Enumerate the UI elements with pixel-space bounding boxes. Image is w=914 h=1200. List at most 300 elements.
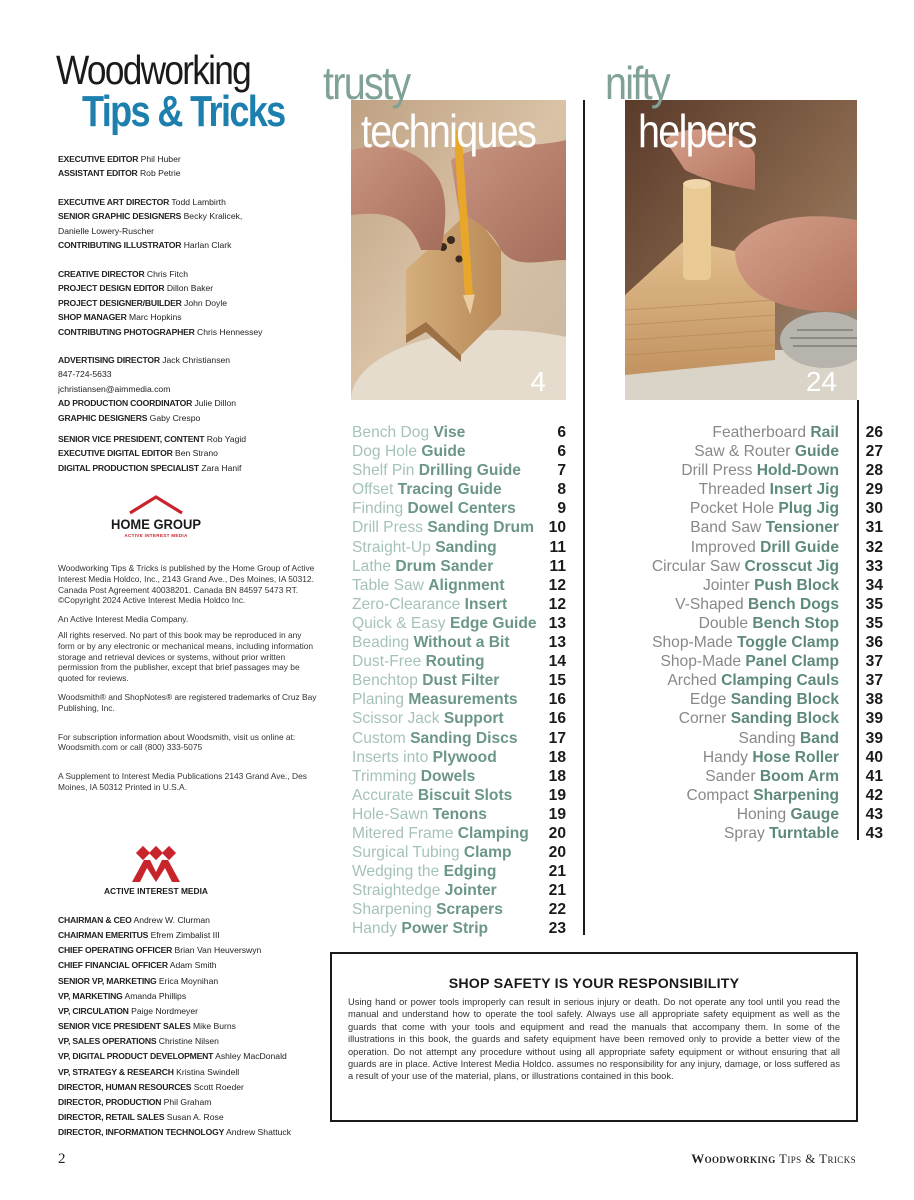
toc-entry-page: 40 bbox=[865, 748, 883, 766]
toc-entry[interactable] bbox=[352, 671, 566, 690]
staff-role: SENIOR VICE PRESIDENT SALES bbox=[58, 1021, 191, 1032]
toc-entry-page: 19 bbox=[548, 805, 566, 823]
toc-entry-prefix: Finding bbox=[352, 500, 408, 518]
toc-entry-page: 16 bbox=[548, 710, 566, 728]
staff-name: Julie Dillon bbox=[194, 398, 237, 409]
toc-entry-page: 20 bbox=[548, 824, 566, 842]
staff-group-advertising bbox=[58, 353, 328, 425]
toc-entry[interactable] bbox=[352, 805, 566, 824]
toc-entry-title: Gauge bbox=[790, 805, 839, 823]
toc-entry-prefix: Circular Saw bbox=[651, 557, 745, 575]
toc-entry-page: 7 bbox=[557, 462, 566, 480]
home-group-logo-subtext: ACTIVE INTEREST MEDIA bbox=[124, 533, 188, 538]
staff-role: VP, CIRCULATION bbox=[58, 1005, 129, 1016]
staff-row bbox=[58, 209, 328, 223]
toc-entry-page: 9 bbox=[557, 500, 566, 518]
staff-group-project bbox=[58, 267, 328, 339]
toc-entry[interactable] bbox=[625, 709, 883, 728]
toc-entry-page: 38 bbox=[865, 691, 883, 709]
staff-role: SENIOR VICE PRESIDENT, CONTENT bbox=[58, 434, 205, 444]
toc-entry-page: 13 bbox=[548, 634, 566, 652]
staff-row bbox=[58, 1080, 328, 1095]
toc-entry[interactable] bbox=[352, 862, 566, 881]
staff-name: Phil Graham bbox=[163, 1096, 212, 1107]
toc-entry-page: 33 bbox=[865, 557, 883, 575]
toc-entry-page: 34 bbox=[865, 576, 883, 594]
toc-entry-prefix: Inserts into bbox=[352, 748, 433, 766]
publication-paragraph: All rights reserved. No part of this book may be reproduced in any form or by any electronic or mechanical means, including information storage and retrieval devices or systems, without prior written permission from the publisher, except that brief passages may be quoted for reviews. bbox=[58, 629, 314, 684]
toc-entry-title: Alignment bbox=[428, 576, 505, 594]
staff-name: Rob Yagid bbox=[206, 434, 247, 444]
toc-entry-prefix: Sander bbox=[705, 767, 760, 785]
staff-row bbox=[58, 325, 328, 339]
toc-entry[interactable] bbox=[625, 633, 883, 652]
toc-entry[interactable] bbox=[352, 709, 566, 728]
toc-entry[interactable] bbox=[352, 595, 566, 614]
toc-entry[interactable] bbox=[625, 729, 883, 748]
toc-entry-prefix: Sharpening bbox=[352, 901, 437, 919]
toc-entry-title: Drum Sander bbox=[395, 557, 494, 575]
toc-entry[interactable] bbox=[352, 633, 566, 652]
techniques-page-number: 4 bbox=[530, 366, 546, 397]
toc-entry-prefix: Mitered Frame bbox=[352, 824, 458, 842]
toc-entry-prefix: Improved bbox=[690, 538, 761, 556]
staff-role: SENIOR VP, MARKETING bbox=[58, 975, 157, 986]
staff-name: Erica Moynihan bbox=[158, 975, 219, 986]
toc-entry-title: Hold-Down bbox=[756, 462, 839, 480]
toc-entry-prefix: Accurate bbox=[352, 786, 418, 804]
staff-row bbox=[58, 913, 328, 928]
staff-role: DIGITAL PRODUCTION SPECIALIST bbox=[58, 462, 199, 473]
toc-entry[interactable] bbox=[352, 518, 566, 537]
toc-entry-page: 17 bbox=[548, 729, 566, 747]
staff-row bbox=[58, 353, 328, 367]
toc-entry-title: Sanding bbox=[435, 538, 497, 556]
toc-entry-prefix: Scissor Jack bbox=[352, 710, 444, 728]
toc-entry[interactable] bbox=[625, 748, 883, 767]
staff-row bbox=[58, 974, 328, 989]
staff-row bbox=[58, 238, 328, 252]
toc-entry-page: 12 bbox=[548, 595, 566, 613]
toc-entry-title: Clamp bbox=[463, 844, 512, 862]
toc-entry[interactable] bbox=[625, 499, 883, 518]
toc-entry-prefix: Honing bbox=[736, 805, 791, 823]
toc-entry-title: Clamping bbox=[457, 824, 529, 842]
toc-entry-prefix: V-Shaped bbox=[675, 595, 749, 613]
toc-entry-title: Edging bbox=[443, 863, 497, 881]
toc-entry-page: 18 bbox=[548, 748, 566, 766]
toc-entry-prefix: Beading bbox=[352, 634, 414, 652]
toc-entry-page: 35 bbox=[865, 614, 883, 632]
staff-role: DIRECTOR, HUMAN RESOURCES bbox=[58, 1081, 192, 1092]
toc-entry-page: 32 bbox=[865, 538, 883, 556]
toc-entry-page: 11 bbox=[549, 538, 566, 556]
toc-entry-prefix: Custom bbox=[352, 729, 411, 747]
toc-entry-page: 13 bbox=[548, 614, 566, 632]
staff-row bbox=[58, 461, 328, 475]
toc-entry-page: 21 bbox=[548, 882, 566, 900]
publication-paragraph: An Active Interest Media Company. bbox=[58, 614, 189, 625]
toc-entry-prefix: Band Saw bbox=[690, 519, 766, 537]
toc-entry-prefix: Shop-Made bbox=[660, 653, 746, 671]
toc-entry[interactable] bbox=[352, 480, 566, 499]
toc-entry-title: Measurements bbox=[408, 691, 518, 709]
toc-entry-prefix: Dog Hole bbox=[352, 443, 422, 461]
toc-entry[interactable] bbox=[352, 538, 566, 557]
toc-entry-page: 27 bbox=[865, 443, 883, 461]
toc-entry[interactable] bbox=[625, 423, 883, 442]
staff-name: Jack Christiansen bbox=[162, 355, 231, 365]
toc-entry[interactable] bbox=[625, 652, 883, 671]
toc-entry-page: 19 bbox=[548, 786, 566, 804]
staff-name: Danielle Lowery-Ruscher bbox=[58, 225, 155, 236]
staff-name: 847-724-5633 bbox=[58, 369, 112, 380]
staff-role: VP, STRATEGY & RESEARCH bbox=[58, 1066, 174, 1077]
staff-role: CHIEF OPERATING OFFICER bbox=[58, 945, 173, 956]
toc-entry-page: 26 bbox=[865, 424, 883, 441]
toc-entry-prefix: Trimming bbox=[352, 767, 421, 785]
toc-entry-page: 30 bbox=[865, 500, 883, 518]
toc-entry-prefix: Handy bbox=[352, 920, 402, 938]
toc-entry-page: 20 bbox=[548, 844, 566, 862]
staff-row bbox=[58, 928, 328, 943]
toc-entry-prefix: Straightedge bbox=[352, 882, 445, 900]
toc-entry[interactable] bbox=[352, 748, 566, 767]
toc-entry-title: Power Strip bbox=[401, 920, 489, 938]
toc-entry-title: Insert bbox=[464, 595, 508, 613]
toc-entry[interactable] bbox=[625, 538, 883, 557]
toc-entry[interactable] bbox=[625, 595, 883, 614]
toc-entry-title: Bench Dogs bbox=[748, 595, 839, 613]
safety-body: Using hand or power tools improperly can result in serious injury or death. Do not operate any tool until you read the manual and understand how to operate the tool safely. Always use all appropriate safety equipment as well as the guards that come with your tools and equipment and read the manuals that accompany them. In some of the illustrations in this book, the guards and safety equipment have been removed only to provide a better view of the operation. Do not attempt any procedure without using all appropriate safety equipment or without ensuring that all guards are in place. Active Interest Media Holdco. assumes no responsibility for any injury, damage, or loss suffered as a result of your use of the material, plans, or illustrations contained in this book. bbox=[348, 997, 840, 1082]
corporate-officers bbox=[58, 913, 328, 1140]
staff-role: GRAPHIC DESIGNERS bbox=[58, 412, 148, 423]
publication-paragraph: Woodworking Tips & Tricks is published by the Home Group of Active Interest Media Holdco, Inc., 2143 Grand Ave., Des Moines, IA 50312. Canada Post Agreement 40038201. Canada BN 84597 5473 RT. ©Copyright 2024 Active Interest Media Holdco Inc. bbox=[58, 563, 315, 606]
toc-entry-prefix: Double bbox=[698, 614, 753, 632]
staff-name: Ashley MacDonald bbox=[215, 1051, 287, 1062]
toc-entry-page: 12 bbox=[548, 576, 566, 594]
toc-entry-page: 23 bbox=[548, 920, 566, 938]
toc-entry[interactable] bbox=[625, 480, 883, 499]
toc-entry[interactable] bbox=[625, 671, 883, 690]
toc-entry-prefix: Drill Press bbox=[352, 519, 428, 537]
toc-entry[interactable] bbox=[625, 557, 883, 576]
toc-entry-title: Band bbox=[800, 729, 839, 747]
toc-entry-title: Vise bbox=[433, 424, 466, 441]
toc-entry-title: Without a Bit bbox=[413, 634, 510, 652]
staff-row bbox=[58, 195, 328, 209]
staff-row bbox=[58, 446, 328, 460]
toc-entry[interactable] bbox=[625, 461, 883, 480]
staff-name: Chris Fitch bbox=[146, 269, 188, 279]
toc-entry[interactable] bbox=[352, 767, 566, 786]
staff-row bbox=[58, 1065, 328, 1080]
toc-entry-page: 31 bbox=[865, 519, 883, 537]
toc-entry-page: 11 bbox=[549, 557, 566, 575]
toc-entry[interactable] bbox=[352, 919, 566, 938]
toc-entry[interactable] bbox=[352, 881, 566, 900]
toc-entry-page: 6 bbox=[557, 424, 566, 441]
toc-entry-prefix: Hole-Sawn bbox=[352, 805, 433, 823]
toc-entry[interactable] bbox=[625, 442, 883, 461]
staff-row bbox=[58, 1110, 328, 1125]
toc-entry[interactable] bbox=[625, 786, 883, 805]
brand-line-1: Woodworking bbox=[56, 47, 251, 93]
toc-entry[interactable] bbox=[352, 690, 566, 709]
toc-entry[interactable] bbox=[352, 652, 566, 671]
staff-role: VP, SALES OPERATIONS bbox=[58, 1036, 157, 1047]
staff-name: Dillon Baker bbox=[166, 283, 214, 294]
staff-name: Mike Burns bbox=[193, 1021, 236, 1032]
toc-left-divider bbox=[583, 100, 585, 935]
staff-name: Susan A. Rose bbox=[166, 1112, 224, 1123]
toc-entry[interactable] bbox=[625, 518, 883, 537]
staff-name: Chris Hennessey bbox=[197, 326, 263, 337]
toc-entry-prefix: Saw & Router bbox=[694, 443, 795, 461]
toc-entry[interactable] bbox=[352, 614, 566, 633]
toc-entry-page: 10 bbox=[548, 519, 566, 537]
toc-entry-title: Bench Stop bbox=[752, 614, 839, 632]
toc-entry-page: 41 bbox=[865, 767, 883, 785]
staff-row bbox=[58, 166, 328, 180]
toc-entry-prefix: Corner bbox=[678, 710, 731, 728]
toc-entry-page: 18 bbox=[548, 767, 566, 785]
toc-entry[interactable] bbox=[352, 557, 566, 576]
staff-name: Becky Kralicek, bbox=[183, 211, 243, 222]
publication-info bbox=[58, 563, 320, 801]
toc-entry-prefix: Handy bbox=[702, 748, 753, 766]
toc-entry-page: 43 bbox=[865, 824, 883, 842]
toc-entry-title: Support bbox=[443, 710, 504, 728]
staff-role: VP, DIGITAL PRODUCT DEVELOPMENT bbox=[58, 1051, 214, 1062]
staff-name: Kristina Swindell bbox=[176, 1066, 240, 1077]
toc-entry-prefix: Zero-Clearance bbox=[352, 595, 465, 613]
toc-entry-page: 14 bbox=[548, 653, 566, 671]
toc-entry-prefix: Shop-Made bbox=[652, 634, 738, 652]
staff-role: PROJECT DESIGN EDITOR bbox=[58, 283, 165, 294]
toc-entry-title: Dust Filter bbox=[422, 672, 500, 690]
staff-name: Harlan Clark bbox=[183, 240, 232, 251]
staff-role: ASSISTANT EDITOR bbox=[58, 168, 138, 179]
staff-group-content bbox=[58, 432, 328, 475]
staff-role: CHAIRMAN & CEO bbox=[58, 915, 132, 925]
toc-entry-page: 35 bbox=[865, 595, 883, 613]
toc-entry-prefix: Bench Dog bbox=[352, 424, 434, 441]
safety-title: SHOP SAFETY IS YOUR RESPONSIBILITY bbox=[448, 976, 740, 992]
toc-entry[interactable] bbox=[625, 614, 883, 633]
toc-entry-page: 37 bbox=[865, 672, 883, 690]
toc-entry-prefix: Wedging the bbox=[352, 863, 444, 881]
helpers-page-number: 24 bbox=[805, 366, 837, 397]
active-interest-media-logo bbox=[100, 844, 212, 900]
toc-entry-prefix: Threaded bbox=[698, 481, 770, 499]
staff-role: EXECUTIVE DIGITAL EDITOR bbox=[58, 448, 173, 459]
toc-entry-page: 36 bbox=[865, 634, 883, 652]
staff-row bbox=[58, 958, 328, 973]
staff-role: ADVERTISING DIRECTOR bbox=[58, 355, 160, 365]
toc-right-divider bbox=[857, 400, 859, 840]
staff-row bbox=[58, 1034, 328, 1049]
staff-role: CREATIVE DIRECTOR bbox=[58, 269, 145, 279]
footer-brand-bold: Woodworking bbox=[691, 1151, 776, 1166]
toc-entry-prefix: Jointer bbox=[702, 576, 755, 594]
toc-entry-title: Plug Jig bbox=[778, 500, 839, 518]
toc-entry-title: Guide bbox=[421, 443, 466, 461]
toc-entry[interactable] bbox=[352, 499, 566, 518]
staff-row bbox=[58, 296, 328, 310]
toc-entry-title: Rail bbox=[810, 424, 839, 441]
toc-entry-page: 6 bbox=[557, 443, 566, 461]
toc-techniques-list bbox=[352, 423, 566, 939]
staff-group-art bbox=[58, 195, 328, 253]
toc-entry-prefix: Table Saw bbox=[352, 576, 429, 594]
toc-entry[interactable] bbox=[625, 576, 883, 595]
toc-entry-prefix: Edge bbox=[689, 691, 731, 709]
staff-row bbox=[58, 432, 328, 446]
toc-entry-title: Routing bbox=[425, 653, 485, 671]
toc-entry-title: Insert Jig bbox=[769, 481, 839, 499]
toc-entry-prefix: Lathe bbox=[352, 557, 396, 575]
staff-name: John Doyle bbox=[184, 297, 228, 308]
toc-entry-page: 8 bbox=[557, 481, 566, 499]
toc-entry-title: Dowel Centers bbox=[407, 500, 516, 518]
toc-entry[interactable] bbox=[625, 824, 883, 843]
toc-entry-title: Drilling Guide bbox=[418, 462, 521, 480]
toc-entry-title: Sharpening bbox=[753, 786, 839, 804]
toc-entry-page: 39 bbox=[865, 710, 883, 728]
staff-name: Rob Petrie bbox=[139, 168, 181, 179]
publication-paragraph: Woodsmith® and ShopNotes® are registered trademarks of Cruz Bay Publishing, Inc. bbox=[58, 691, 317, 713]
toc-entry-title: Turntable bbox=[769, 824, 839, 842]
staff-name: Andrew W. Clurman bbox=[133, 915, 210, 925]
toc-entry-title: Sanding Discs bbox=[410, 729, 518, 747]
staff-role: SENIOR GRAPHIC DESIGNERS bbox=[58, 211, 182, 222]
toc-entry-prefix: Offset bbox=[352, 481, 398, 499]
page-number: 2 bbox=[58, 1151, 66, 1167]
toc-entry-title: Scrapers bbox=[436, 901, 503, 919]
staff-row bbox=[58, 367, 328, 381]
staff-name: Phil Huber bbox=[140, 154, 181, 164]
staff-name: jchristiansen@aimmedia.com bbox=[58, 383, 171, 394]
toc-entry-page: 22 bbox=[548, 901, 566, 919]
toc-entry[interactable] bbox=[352, 461, 566, 480]
staff-name: Marc Hopkins bbox=[128, 312, 182, 323]
staff-name: Amanda Phillips bbox=[124, 990, 187, 1001]
helpers-heading-word2: helpers bbox=[638, 105, 756, 157]
toc-entry-title: Sanding Block bbox=[730, 691, 839, 709]
toc-entry[interactable] bbox=[352, 423, 566, 442]
toc-entry[interactable] bbox=[352, 843, 566, 862]
home-group-logo bbox=[108, 493, 204, 543]
staff-name: Brian Van Heuverswyn bbox=[174, 945, 262, 956]
toc-entry-title: Push Block bbox=[754, 576, 839, 594]
toc-entry-prefix: Quick & Easy bbox=[352, 614, 450, 632]
toc-entry-prefix: Featherboard bbox=[712, 424, 811, 441]
toc-entry[interactable] bbox=[625, 690, 883, 709]
staff-row bbox=[58, 1095, 328, 1110]
staff-row bbox=[58, 989, 328, 1004]
toc-entry[interactable] bbox=[625, 805, 883, 824]
staff-name: Adam Smith bbox=[169, 960, 217, 971]
footer-brand-rest: Tips & Tricks bbox=[775, 1151, 856, 1166]
staff-role: EXECUTIVE EDITOR bbox=[58, 154, 139, 164]
techniques-heading-word2: techniques bbox=[361, 105, 536, 157]
toc-entry-title: Plywood bbox=[432, 748, 497, 766]
staff-row bbox=[58, 1019, 328, 1034]
footer-brand bbox=[691, 1151, 856, 1167]
toc-entry-prefix: Pocket Hole bbox=[689, 500, 779, 518]
toc-helpers-list bbox=[625, 423, 883, 843]
toc-entry[interactable] bbox=[352, 576, 566, 595]
toc-entry-page: 28 bbox=[865, 462, 883, 480]
toc-entry-title: Sanding Block bbox=[730, 710, 839, 728]
toc-entry-prefix: Sanding bbox=[738, 729, 801, 747]
staff-row bbox=[58, 267, 328, 281]
staff-row bbox=[58, 382, 328, 396]
toc-entry[interactable] bbox=[352, 824, 566, 843]
aim-logo-text: ACTIVE INTEREST MEDIA bbox=[104, 887, 209, 896]
staff-role: CONTRIBUTING ILLUSTRATOR bbox=[58, 240, 182, 251]
toc-entry-page: 37 bbox=[865, 653, 883, 671]
toc-entry-prefix: Arched bbox=[667, 672, 722, 690]
toc-entry-title: Toggle Clamp bbox=[737, 634, 839, 652]
toc-entry-page: 39 bbox=[865, 729, 883, 747]
toc-entry-title: Tracing Guide bbox=[397, 481, 502, 499]
toc-entry-title: Boom Arm bbox=[759, 767, 839, 785]
toc-entry-title: Clamping Cauls bbox=[721, 672, 839, 690]
magazine-masthead-logo bbox=[56, 47, 318, 136]
staff-group-editorial bbox=[58, 152, 328, 181]
toc-entry-title: Biscuit Slots bbox=[417, 786, 513, 804]
staff-name: Christine Nilsen bbox=[158, 1036, 219, 1047]
staff-role: DIRECTOR, RETAIL SALES bbox=[58, 1112, 165, 1123]
staff-role: CHIEF FINANCIAL OFFICER bbox=[58, 960, 168, 971]
toc-entry-page: 16 bbox=[548, 691, 566, 709]
staff-name: Gaby Crespo bbox=[149, 412, 201, 423]
toc-entry-title: Guide bbox=[794, 443, 839, 461]
toc-entry-prefix: Dust-Free bbox=[352, 653, 426, 671]
toc-entry-prefix: Compact bbox=[686, 786, 754, 804]
staff-row bbox=[58, 1125, 328, 1140]
toc-entry[interactable] bbox=[625, 767, 883, 786]
toc-entry[interactable] bbox=[352, 900, 566, 919]
toc-entry-page: 29 bbox=[865, 481, 883, 499]
staff-name: Scott Roeder bbox=[193, 1081, 244, 1092]
toc-entry-title: Edge Guide bbox=[449, 614, 537, 632]
toc-entry-prefix: Planing bbox=[352, 691, 409, 709]
brand-line-2: Tips & Tricks bbox=[82, 87, 285, 136]
staff-role: PROJECT DESIGNER/BUILDER bbox=[58, 297, 182, 308]
toc-entry[interactable] bbox=[352, 786, 566, 805]
staff-role: CONTRIBUTING PHOTOGRAPHER bbox=[58, 326, 195, 337]
toc-entry[interactable] bbox=[352, 442, 566, 461]
staff-role: DIRECTOR, PRODUCTION bbox=[58, 1096, 162, 1107]
helpers-heading-word1: nifty bbox=[605, 57, 669, 109]
staff-role: AD PRODUCTION COORDINATOR bbox=[58, 398, 193, 409]
publication-paragraph: For subscription information about Woodsmith, visit us online at: Woodsmith.com or call (800) 333-5075 bbox=[58, 731, 296, 753]
staff-role: CHAIRMAN EMERITUS bbox=[58, 930, 149, 941]
toc-entry-page: 43 bbox=[865, 805, 883, 823]
toc-entry-prefix: Straight-Up bbox=[352, 538, 436, 556]
toc-entry[interactable] bbox=[352, 729, 566, 748]
toc-entry-title: Hose Roller bbox=[752, 748, 839, 766]
staff-row bbox=[58, 281, 328, 295]
toc-entry-title: Dowels bbox=[420, 767, 476, 785]
staff-row bbox=[58, 310, 328, 324]
toc-entry-prefix: Drill Press bbox=[681, 462, 757, 480]
staff-name: Andrew Shattuck bbox=[226, 1127, 291, 1138]
staff-name: Efrem Zimbalist III bbox=[150, 930, 220, 941]
